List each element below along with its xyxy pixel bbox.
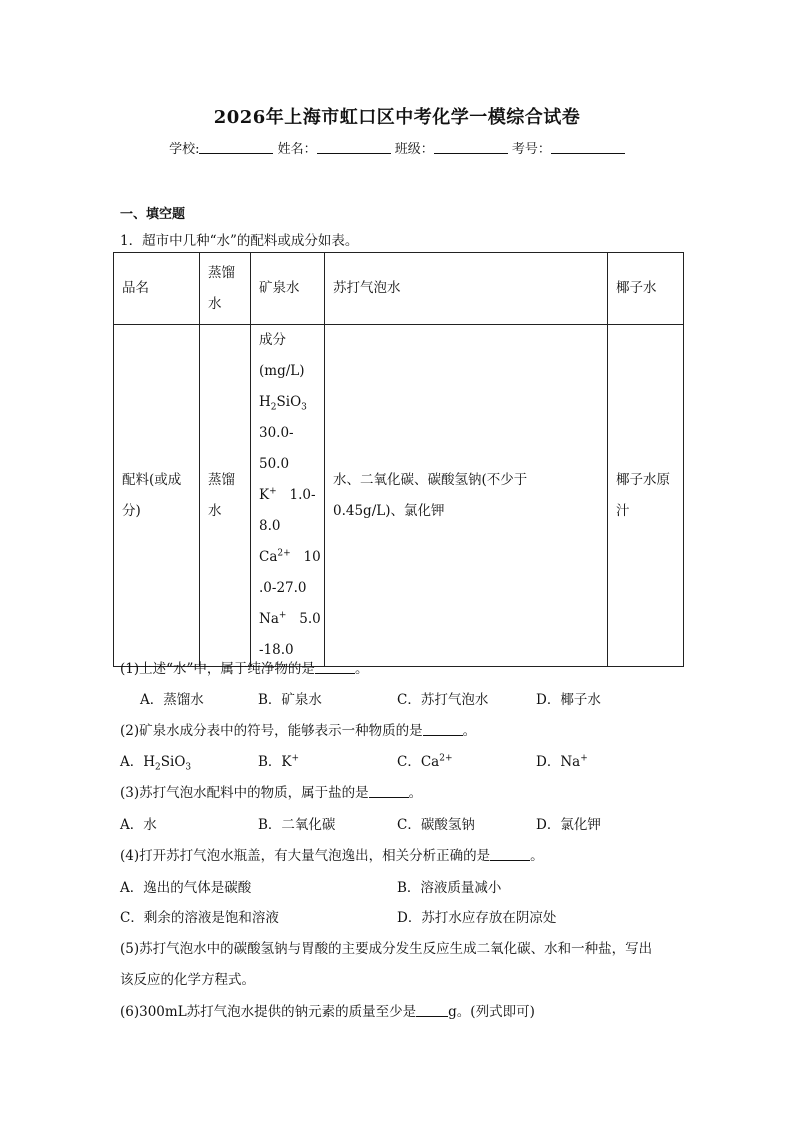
table-row [114,325,684,667]
sub3-stem: (3)苏打气泡水配料中的物质，属于盐的是 。 [120,785,423,801]
school-blank [199,140,273,154]
sub6-stem-text: (6)300mL苏打气泡水提供的钠元素的质量至少是 [120,1004,417,1020]
sub2-option-d[interactable]: D．Na+ [536,753,588,770]
sub3-option-a[interactable]: A．水 [120,817,157,833]
coconut-cell: 椰子水原汁 [608,325,684,667]
sub4-option-d[interactable]: D．苏打水应存放在阴凉处 [397,910,557,926]
sub2-stem-text: (2)矿泉水成分表中的符号，能够表示一种物质的是 [120,723,423,739]
name-label: 姓名： [277,142,317,157]
mineral-line: $H_2SiO_3$ [259,394,307,413]
mineral-cell [251,325,325,667]
sub4-option-a[interactable]: A．逸出的气体是碳酸 [120,880,252,896]
section-title: 一、填空题 [120,207,186,222]
school-label: 学校: [169,142,200,157]
table-header-cell: 椰子水 [608,253,684,325]
table-header-cell: 苏打气泡水 [325,253,608,325]
answer-blank[interactable] [369,785,409,798]
mineral-line: -18.0 [259,642,294,658]
sub3-option-d[interactable]: D．氯化钾 [536,817,601,833]
sub2-option-a[interactable]: A．$H_2SiO_3$ [120,754,192,773]
exam-title: 2026年上海市虹口区中考化学一模综合试卷 [213,107,581,128]
soda-cell: 水、二氧化碳、碳酸氢钠(不少于 0.45g/L)、氯化钾 [325,325,608,667]
distilled-cell: 蒸馏水 [200,325,251,667]
class-blank [434,140,508,154]
sub1-option-c[interactable]: C．苏打气泡水 [397,692,489,708]
answer-blank[interactable] [423,723,463,736]
sub1-stem-text: (1)上述“水”中，属于纯净物的是 [120,661,315,677]
mineral-line: Na+ 5.0 [259,610,321,627]
sub6-tail: g。(列式即可) [448,1004,535,1020]
answer-blank[interactable] [416,1004,448,1017]
sub2-option-b[interactable]: B．K+ [258,753,300,770]
question-intro: 1．超市中几种“水”的配料或成分如表。 [120,233,359,249]
sub4-option-b[interactable]: B．溶液质量减小 [397,880,502,896]
sub5-line2: 该反应的化学方程式。 [120,972,255,988]
ingredients-table [113,252,684,667]
table-header-cell: 蒸馏水 [200,253,251,325]
sub6-stem [120,1000,535,1020]
exam-no-label: 考号： [511,142,551,157]
mineral-line: .0-27.0 [259,580,307,596]
sub2-option-c[interactable]: C．$Ca^{2+}$ [397,753,453,770]
mineral-line: 30.0-50.0 [259,425,294,472]
sub1-stem: (1)上述“水”中，属于纯净物的是 。 [120,661,369,677]
sub4-option-c[interactable]: C．剩余的溶液是饱和溶液 [120,910,279,926]
answer-blank[interactable] [315,661,355,674]
table-header-cell: 品名 [114,253,200,325]
sub3-stem-text: (3)苏打气泡水配料中的物质，属于盐的是 [120,785,369,801]
sub3-option-c[interactable]: C．碳酸氢钠 [397,817,475,833]
sub1-option-d[interactable]: D．椰子水 [536,692,601,708]
sub3-option-b[interactable]: B．二氧化碳 [258,817,336,833]
mineral-line: $Ca^{2+}$ 10 [259,548,321,565]
sub4-stem-text: (4)打开苏打气泡水瓶盖，有大量气泡逸出，相关分析正确的是 [120,848,491,864]
mineral-line: (mg/L) [259,363,305,379]
exam-no-blank [551,140,625,154]
class-label: 班级： [394,142,434,157]
table-header-row [114,253,684,325]
sub1-option-b[interactable]: B．矿泉水 [258,692,322,708]
mineral-line: K+ 1.0- [259,486,316,503]
sub2-stem: (2)矿泉水成分表中的符号，能够表示一种物质的是 。 [120,723,477,739]
student-info-line [0,138,794,157]
sub1-option-a[interactable]: A．蒸馏水 [140,692,204,708]
answer-blank[interactable] [490,848,530,861]
sub4-stem: (4)打开苏打气泡水瓶盖，有大量气泡逸出，相关分析正确的是 。 [120,848,544,864]
mineral-line: 8.0 [259,518,281,534]
mineral-line: 成分 [259,332,286,348]
row-label-cell: 配料(或成分) [114,325,200,667]
table-header-cell: 矿泉水 [251,253,325,325]
sub5-line1: (5)苏打气泡水中的碳酸氢钠与胃酸的主要成分发生反应生成二氧化碳、水和一种盐，写出 [120,941,653,957]
name-blank [317,140,391,154]
